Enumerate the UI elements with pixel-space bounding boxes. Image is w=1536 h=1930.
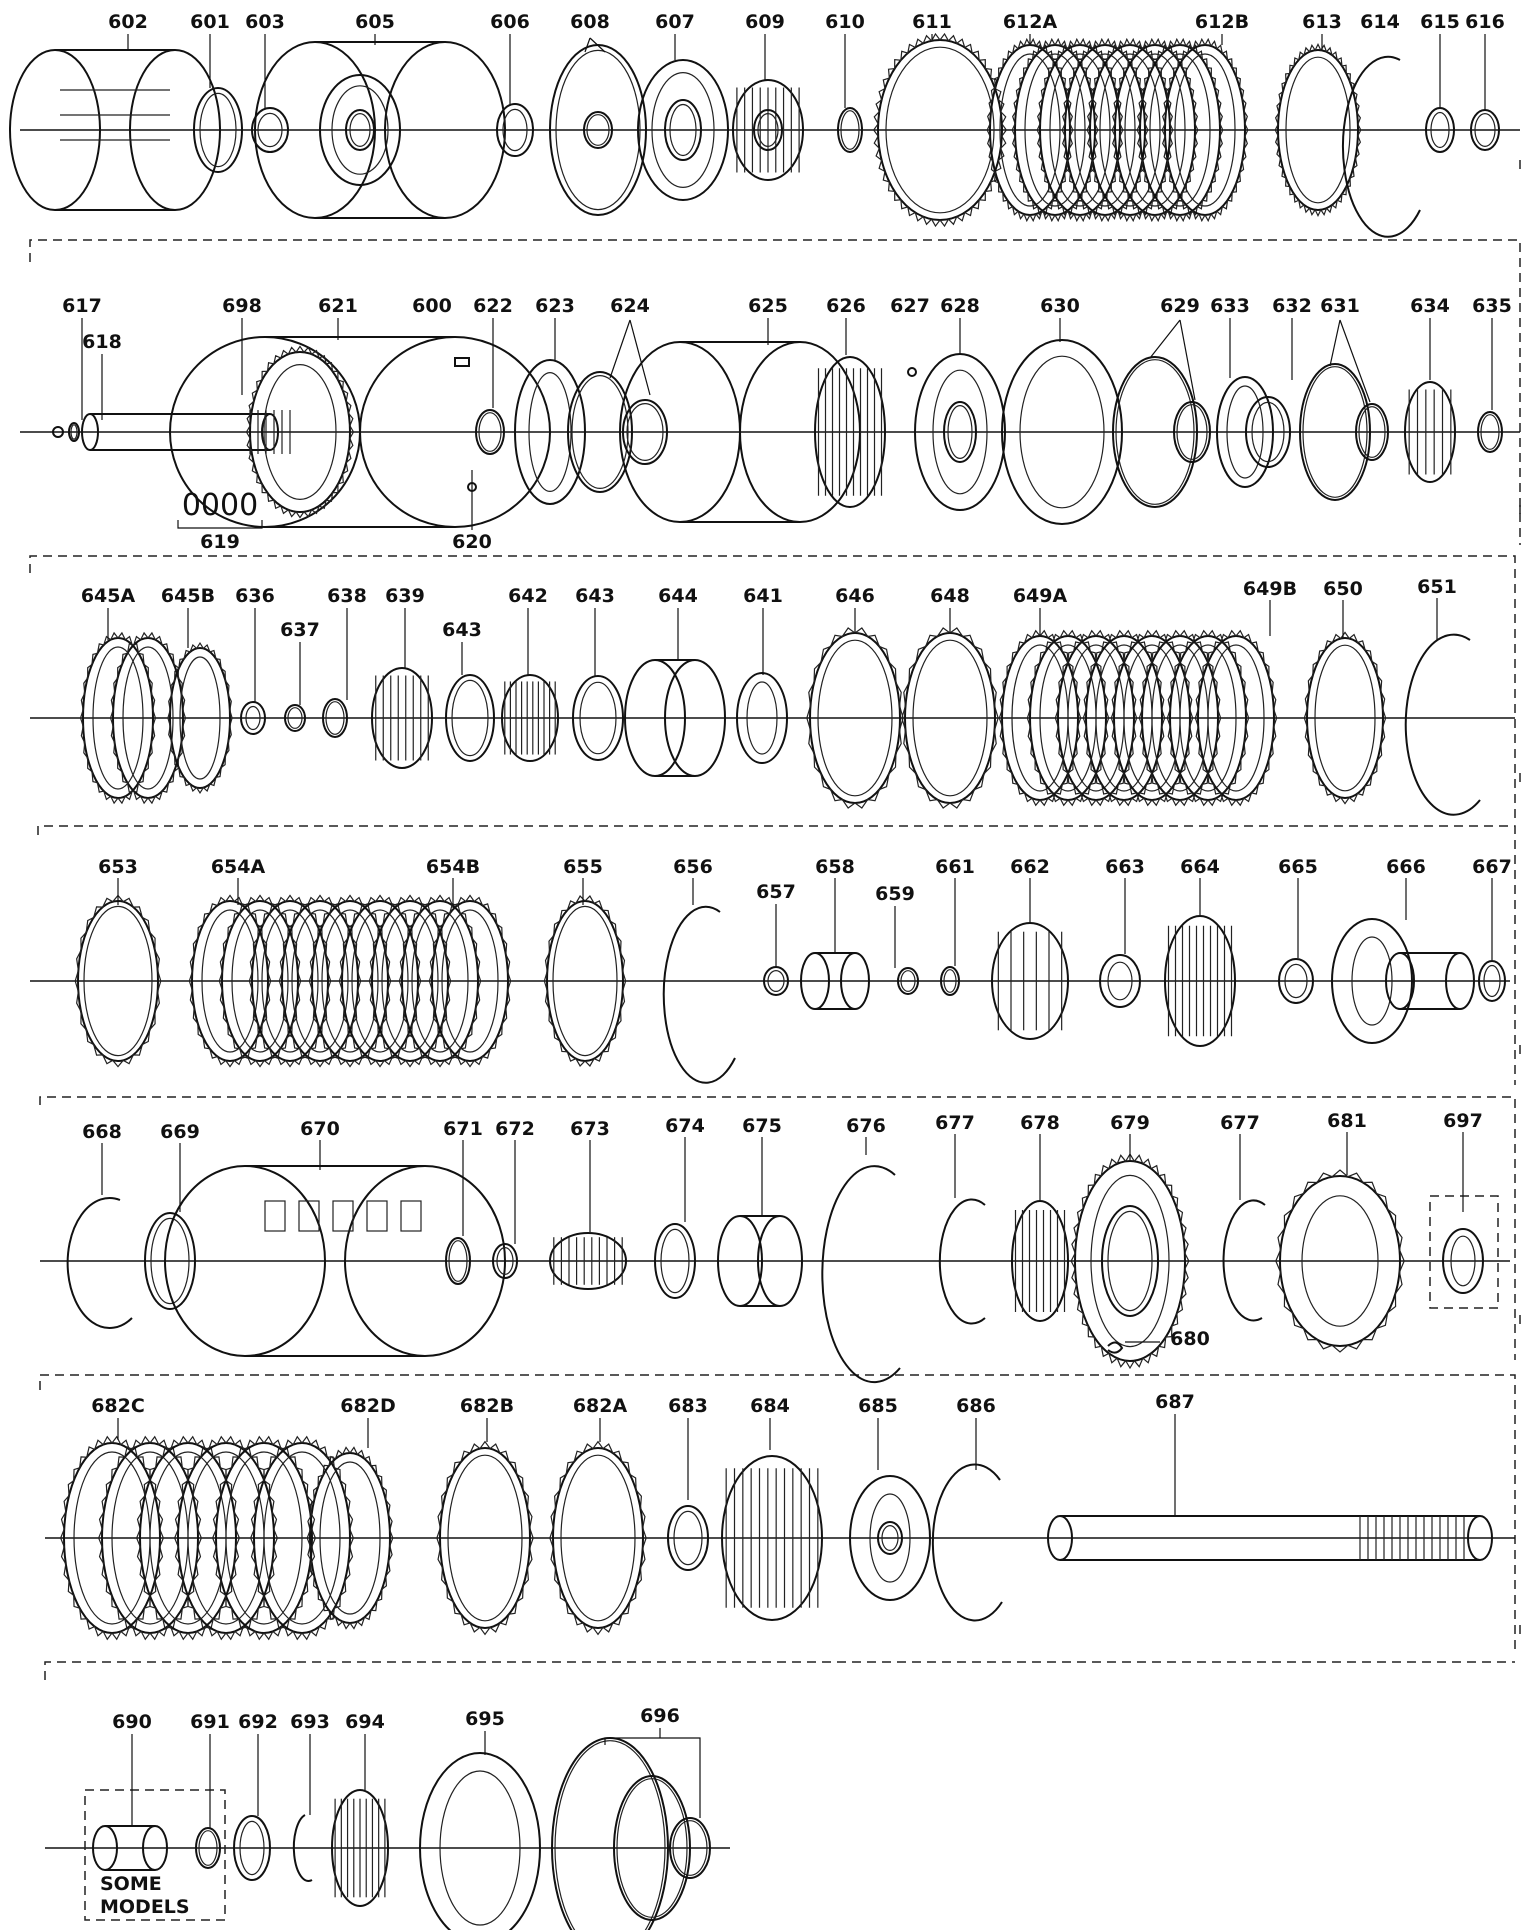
check-ball-600 (455, 358, 469, 366)
some-models-note: SOME (100, 1873, 162, 1895)
part-label: 683 (668, 1395, 708, 1417)
part-label: 616 (1465, 11, 1505, 33)
part-label: 651 (1417, 576, 1457, 598)
part-label: 632 (1272, 295, 1312, 317)
part-code: 0000 (181, 488, 259, 523)
part-label: 606 (490, 11, 530, 33)
part-label: 654A (210, 856, 266, 878)
part-label: 626 (826, 295, 866, 317)
part-label: 692 (238, 1711, 278, 1733)
part-label: 682B (459, 1395, 515, 1417)
part-label: 686 (956, 1395, 996, 1417)
part-label: 649A (1012, 585, 1068, 607)
part-label: 607 (655, 11, 695, 33)
part-label: 642 (508, 585, 548, 607)
part-label: 610 (825, 11, 865, 33)
part-label: 635 (1472, 295, 1512, 317)
part-label: 697 (1443, 1110, 1483, 1132)
part-label: 617 (62, 295, 102, 317)
part-label: 694 (345, 1711, 385, 1733)
part-label: 693 (290, 1711, 330, 1733)
part-label: 658 (815, 856, 855, 878)
part-label: 663 (1105, 856, 1145, 878)
part-label: 661 (935, 856, 975, 878)
part-label: 648 (930, 585, 970, 607)
part-label: 646 (835, 585, 875, 607)
part-label: 645B (160, 585, 216, 607)
part-label: 613 (1302, 11, 1342, 33)
seals-631 (1300, 320, 1388, 500)
bushing-697 (1430, 1196, 1498, 1308)
part-label: 644 (658, 585, 698, 607)
part-label: 629 (1160, 295, 1200, 317)
part-label: 614 (1360, 11, 1400, 33)
part-label: 633 (1210, 295, 1250, 317)
part-label: 639 (385, 585, 425, 607)
part-label: 682D (340, 1395, 396, 1417)
snap-ring-676 (822, 1166, 900, 1382)
part-label: 685 (858, 1395, 898, 1417)
part-label: 656 (673, 856, 713, 878)
part-label: 603 (245, 11, 285, 33)
snap-ring-656 (664, 907, 735, 1083)
part-label: 657 (756, 881, 796, 903)
part-label: 612A (1002, 11, 1058, 33)
part-label: 678 (1020, 1112, 1060, 1134)
part-label: 618 (82, 331, 122, 353)
spring-680 (1108, 1342, 1160, 1353)
housing-695 (420, 1753, 540, 1930)
part-label: 680 (1170, 1328, 1210, 1350)
part-label: 641 (743, 585, 783, 607)
part-label: 675 (742, 1115, 782, 1137)
part-label: 668 (82, 1121, 122, 1143)
part-label: 638 (327, 585, 367, 607)
part-label: 667 (1472, 856, 1512, 878)
part-label: 634 (1410, 295, 1450, 317)
part-label: 684 (750, 1395, 790, 1417)
part-label: 681 (1327, 1110, 1367, 1132)
part-label: 659 (875, 883, 915, 905)
part-label: 620 (452, 531, 492, 553)
part-label: 605 (355, 11, 395, 33)
seals-629 (1113, 320, 1210, 507)
part-label: 674 (665, 1115, 705, 1137)
part-label: 666 (1386, 856, 1426, 878)
part-label: 628 (940, 295, 980, 317)
part-label: 601 (190, 11, 230, 33)
part-label: 664 (1180, 856, 1220, 878)
part-label: 600 (412, 295, 452, 317)
part-label: 653 (98, 856, 138, 878)
part-label: 637 (280, 619, 320, 641)
part-label: 682A (572, 1395, 628, 1417)
part-label: 627 (890, 295, 930, 317)
part-label: 662 (1010, 856, 1050, 878)
seal-608 (550, 38, 646, 215)
part-label: 612B (1194, 11, 1250, 33)
part-label: 677 (935, 1112, 975, 1134)
part-label: 643 (575, 585, 615, 607)
part-label: 608 (570, 11, 610, 33)
snap-ring-651 (1406, 635, 1480, 815)
part-label: 654B (425, 856, 481, 878)
snap-ring-668 (68, 1198, 132, 1328)
part-label: 676 (846, 1115, 886, 1137)
part-label: 630 (1040, 295, 1080, 317)
part-label: 649B (1242, 578, 1298, 600)
part-label: 665 (1278, 856, 1318, 878)
part-label: 650 (1323, 578, 1363, 600)
snap-ring-686 (933, 1464, 1002, 1620)
part-label: 698 (222, 295, 262, 317)
part-label: 625 (748, 295, 788, 317)
part-label: 611 (912, 11, 952, 33)
part-label: 623 (535, 295, 575, 317)
part-label: 609 (745, 11, 785, 33)
part-label: 631 (1320, 295, 1360, 317)
part-label: 624 (610, 295, 650, 317)
part-label: 677 (1220, 1112, 1260, 1134)
part-label: 679 (1110, 1112, 1150, 1134)
part-label: 690 (112, 1711, 152, 1733)
part-label: 622 (473, 295, 513, 317)
part-label: 636 (235, 585, 275, 607)
part-label: 672 (495, 1118, 535, 1140)
part-label: 619 (200, 531, 240, 553)
part-label: 643 (442, 619, 482, 641)
part-label: 687 (1155, 1391, 1195, 1413)
part-label: 615 (1420, 11, 1460, 33)
part-label: 691 (190, 1711, 230, 1733)
part-label: 669 (160, 1121, 200, 1143)
ball-627 (908, 368, 916, 376)
part-label: 695 (465, 1708, 505, 1730)
part-label: 682C (91, 1395, 145, 1417)
part-label: 655 (563, 856, 603, 878)
part-label: 645A (80, 585, 136, 607)
part-label: 602 (108, 11, 148, 33)
part-label: 671 (443, 1118, 483, 1140)
part-label: 670 (300, 1118, 340, 1140)
seals-696 (552, 1728, 710, 1930)
part-label: 673 (570, 1118, 610, 1140)
part-label: 621 (318, 295, 358, 317)
part-label: 696 (640, 1705, 680, 1727)
some-models-note: MODELS (100, 1896, 190, 1918)
